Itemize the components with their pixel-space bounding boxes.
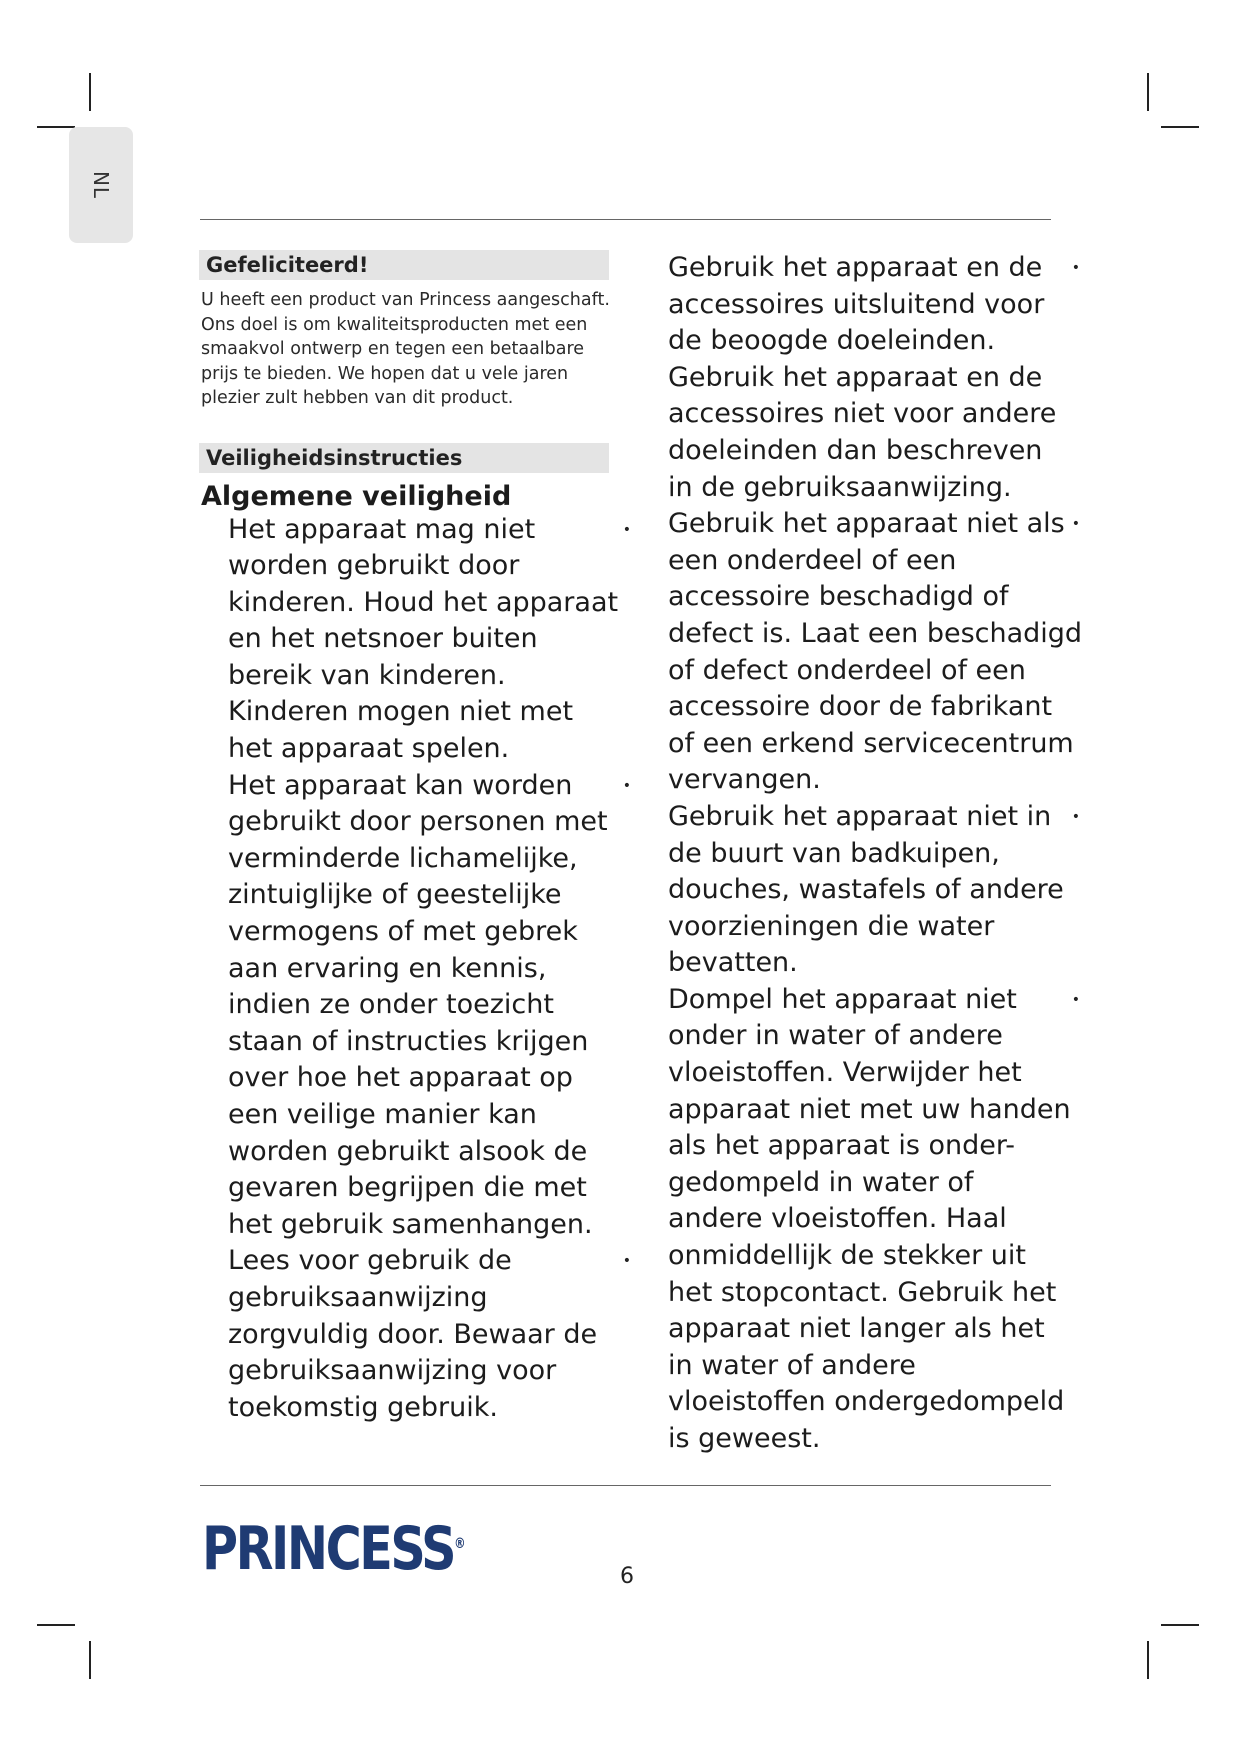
bullet-line: worden gebruikt door	[228, 550, 520, 582]
bullet-line: accessoire door de fabrikant	[668, 691, 1053, 723]
bullet-line: bereik van kinderen.	[228, 659, 506, 691]
bullet-line: en het netsnoer buiten	[228, 623, 538, 655]
bullet-line: indien ze onder toezicht	[228, 989, 554, 1021]
bullet-line: douches, wastafels of andere	[668, 874, 1064, 906]
bullet-line: Gebruik het apparaat niet in	[668, 800, 1052, 832]
bullet-line: zintuiglijke of geestelijke	[228, 879, 562, 911]
right-bullet-list	[668, 250, 1084, 1458]
bullet-line: defect is. Laat een beschadigd	[668, 617, 1083, 649]
left-column	[199, 250, 631, 1426]
bullet-line: Dompel het apparaat niet	[668, 983, 1017, 1015]
intro-heading: Gefeliciteerd!	[199, 250, 609, 280]
bullet-dot: •	[622, 1253, 631, 1270]
safety-bullet-item	[228, 512, 631, 768]
bullet-line: in de gebruiksaanwijzing.	[668, 471, 1012, 503]
left-bullet-list	[199, 512, 631, 1427]
bottom-rule	[200, 1485, 1051, 1486]
bullet-line: vloeistoffen ondergedompeld	[668, 1386, 1065, 1418]
bullet-line: in water of andere	[668, 1349, 916, 1381]
bullet-line: vervangen.	[668, 764, 821, 796]
bullet-dot: •	[1071, 516, 1080, 533]
bullet-line: vermogens of met gebrek	[228, 916, 578, 948]
intro-line: plezier zult hebben van dit product.	[201, 388, 514, 408]
bullet-line: Het apparaat kan worden	[228, 769, 573, 801]
bullet-line: worden gebruikt alsook de	[228, 1135, 588, 1167]
bullet-line: doeleinden dan beschreven	[668, 434, 1043, 466]
bullet-line: onmiddellijk de stekker uit	[668, 1240, 1026, 1272]
bullet-line: zorgvuldig door. Bewaar de	[228, 1318, 598, 1350]
bullet-line: staan of instructies krijgen	[228, 1025, 589, 1057]
bullet-line: Lees voor gebruik de	[228, 1245, 512, 1277]
bullet-dot: •	[1071, 260, 1080, 276]
bullet-line: onder in water of andere	[668, 1020, 1003, 1052]
bullet-line: het gebruik samenhangen.	[228, 1208, 593, 1240]
crop-mark-top-left-v	[89, 73, 91, 111]
bullet-line: verminderde lichamelijke,	[228, 842, 578, 874]
top-rule	[200, 219, 1051, 220]
bullet-line: accessoire beschadigd of	[668, 581, 1009, 613]
bullet-line: Kinderen mogen niet met	[228, 696, 574, 728]
bullet-line: de beoogde doeleinden.	[668, 325, 996, 357]
bullet-line: het stopcontact. Gebruik het	[668, 1276, 1057, 1308]
bullet-line: accessoires niet voor andere	[668, 398, 1057, 430]
bullet-line: Gebruik het apparaat en de	[668, 361, 1043, 393]
crop-mark-bottom-right-v	[1147, 1641, 1149, 1679]
bullet-dot: •	[622, 521, 631, 538]
crop-mark-top-left-h	[37, 126, 75, 128]
bullet-dot: •	[1071, 808, 1080, 825]
safety-bullet-item	[228, 1243, 631, 1426]
crop-mark-bottom-left-h	[37, 1624, 75, 1626]
intro-paragraph	[201, 288, 619, 411]
bullet-line: gebruiksaanwijzing	[228, 1281, 488, 1313]
bullet-line: apparaat niet met uw handen	[668, 1093, 1071, 1125]
bullet-line: of een erkend servicecentrum	[668, 727, 1074, 759]
bullet-line: vloeistoffen. Verwijder het	[668, 1057, 1022, 1089]
bullet-line: kinderen. Houd het apparaat	[228, 586, 619, 618]
bullet-line: of defect onderdeel of een	[668, 654, 1026, 686]
bullet-line: een veilige manier kan	[228, 1099, 537, 1130]
language-tab-label: NL	[88, 170, 113, 200]
safety-bullet-item	[668, 982, 1084, 1458]
brand-name: PRINCESS	[202, 1514, 455, 1584]
bullet-line: gebruikt door personen met	[228, 806, 608, 838]
bullet-line: aan ervaring en kennis,	[228, 952, 547, 984]
safety-bullet-item	[668, 799, 1084, 982]
bullet-line: gedompeld in water of	[668, 1166, 974, 1198]
bullet-dot: •	[1071, 991, 1080, 1008]
bullet-line: is geweest.	[668, 1423, 821, 1454]
bullet-line: over hoe het apparaat op	[228, 1062, 573, 1094]
crop-mark-top-right-v	[1147, 73, 1149, 111]
language-tab	[69, 127, 133, 243]
bullet-line: het apparaat spelen.	[228, 733, 510, 765]
bullet-line: gebruiksaanwijzing voor	[228, 1355, 557, 1387]
safety-bullet-item	[668, 250, 1084, 506]
page-number: 6	[620, 1564, 634, 1589]
bullet-dot: •	[622, 777, 631, 794]
bullet-line: gevaren begrijpen die met	[228, 1172, 587, 1204]
bullet-line: de buurt van badkuipen,	[668, 837, 1000, 869]
intro-line: prijs te bieden. We hopen dat u vele jaren	[201, 363, 569, 384]
crop-mark-bottom-left-v	[89, 1641, 91, 1679]
bullet-line: accessoires uitsluitend voor	[668, 288, 1045, 320]
bullet-line: Het apparaat mag niet	[228, 513, 536, 545]
registered-mark: ®	[454, 1536, 466, 1552]
right-column	[668, 250, 1084, 1458]
general-safety-subheading: Algemene veiligheid	[201, 480, 512, 512]
bullet-line: apparaat niet langer als het	[668, 1313, 1045, 1345]
bullet-line: bevatten.	[668, 947, 798, 979]
bullet-line: andere vloeistoffen. Haal	[668, 1203, 1007, 1235]
crop-mark-top-right-h	[1161, 126, 1199, 128]
crop-mark-bottom-right-h	[1161, 1624, 1199, 1626]
bullet-line: Gebruik het apparaat niet als	[668, 508, 1065, 540]
princess-logo	[196, 1510, 516, 1588]
safety-heading: Veiligheidsinstructies	[199, 443, 609, 473]
brand-wordmark	[202, 1514, 466, 1584]
bullet-line: als het apparaat is onder-	[668, 1130, 1015, 1162]
intro-line: smaakvol ontwerp en tegen een betaalbare	[201, 339, 585, 359]
bullet-line: Gebruik het apparaat en de	[668, 252, 1043, 283]
intro-line: U heeft een product van Princess aangeschaft.	[201, 290, 610, 310]
safety-bullet-item	[228, 768, 631, 1244]
bullet-line: toekomstig gebruik.	[228, 1391, 498, 1423]
safety-bullet-item	[668, 506, 1084, 799]
intro-line: Ons doel is om kwaliteitsproducten met een	[201, 314, 588, 335]
bullet-line: een onderdeel of een	[668, 544, 957, 576]
bullet-line: voorzieningen die water	[668, 910, 995, 942]
